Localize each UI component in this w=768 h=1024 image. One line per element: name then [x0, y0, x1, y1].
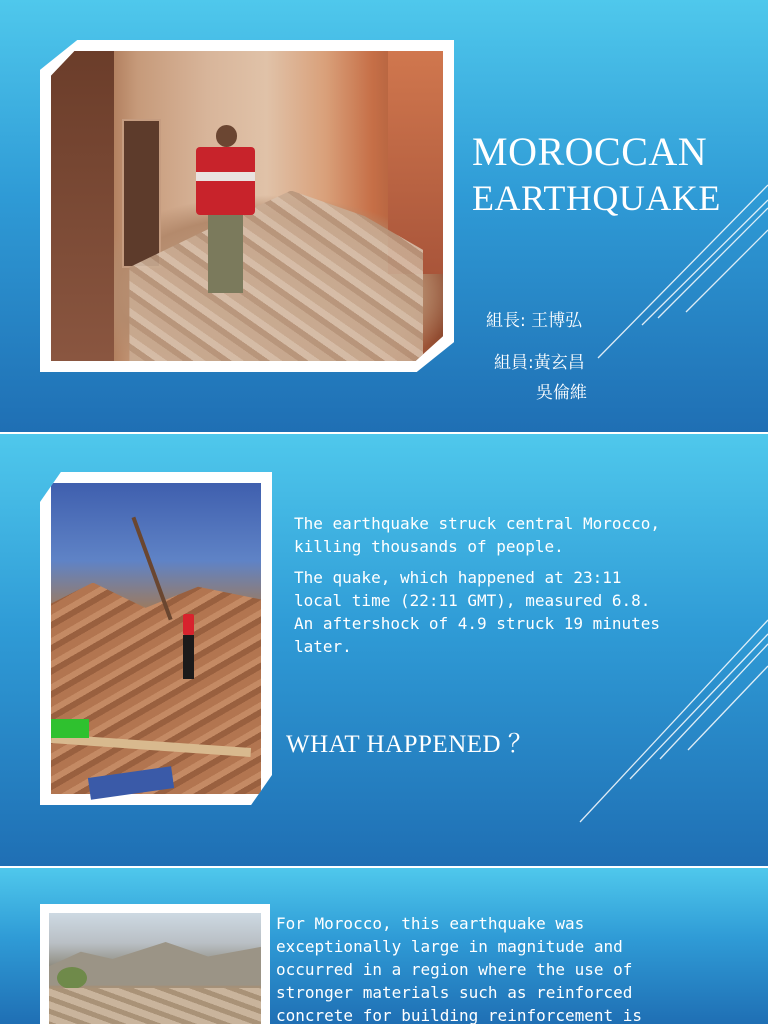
section-heading: WHAT HAPPENED ？	[286, 731, 534, 758]
group-members-text: 組員:黃玄昌	[494, 353, 585, 373]
rubble-photo	[51, 483, 261, 794]
title-line-1: MOROCCAN	[472, 129, 708, 174]
analysis-body	[276, 912, 656, 1024]
group-leader-text: 組長: 王博弘	[486, 311, 583, 331]
photo-frame	[40, 904, 270, 1024]
slide-what-happened	[0, 434, 768, 866]
group-member-2-text: 吳倫維	[536, 383, 587, 403]
slide-title	[0, 0, 768, 432]
title-line-2: EARTHQUAKE	[472, 178, 721, 218]
paragraph-2: The quake, which happened at 23:11 local time (22:11 GMT), measured 6.8. An aftershock of 4.9 struck 19 minutes later.	[294, 568, 661, 656]
photo-frame	[40, 40, 454, 372]
paragraph-1: The earthquake struck central Morocco, killing thousands of people.	[294, 514, 661, 556]
photo-frame	[40, 472, 272, 805]
earthquake-street-photo	[51, 51, 443, 361]
what-happened-body	[294, 512, 674, 666]
slide-analysis	[0, 868, 768, 1024]
paragraph-1: For Morocco, this earthquake was exceptionally large in magnitude and occurred in a region where the use of stronger materials such as reinforced concrete for building reinforcement is	[276, 914, 643, 1024]
mountain-village-photo	[49, 913, 261, 1024]
